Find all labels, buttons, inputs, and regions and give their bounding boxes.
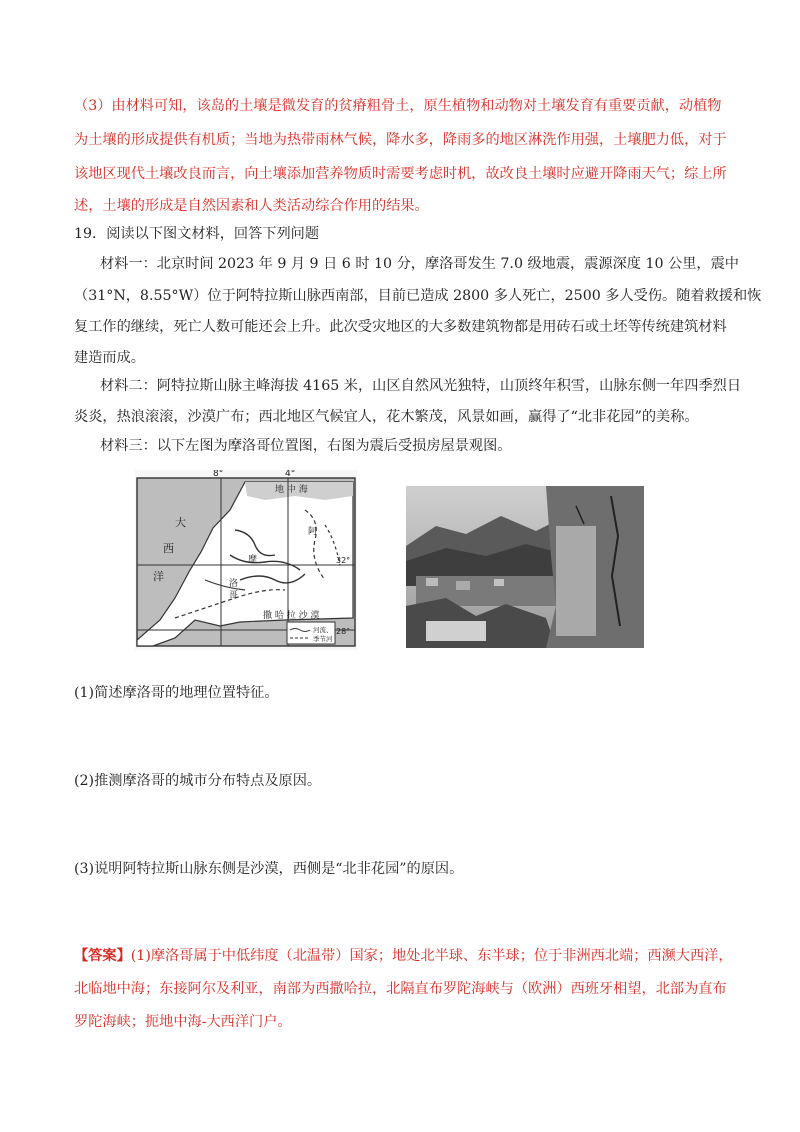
answer-tag: 【答案】	[74, 948, 131, 964]
material-line: 复工作的继续，死亡人数可能还会上升。此次受灾地区的大多数建筑物都是用砖石或土坯等传统建筑材料	[74, 319, 727, 335]
ocean-char: 西	[163, 542, 174, 555]
country-char: 摩	[248, 555, 258, 565]
answer-line: 述，土壤的形成是自然因素和人类活动综合作用的结果。	[74, 198, 429, 214]
sub-question-1: (1)简述摩洛哥的地理位置特征。	[74, 685, 279, 701]
answer-line: 北临地中海；东接阿尔及利亚，南部为西撒哈拉，北隔直布罗陀海峡与（欧洲）西班牙相望，北部为直布	[74, 981, 727, 997]
answer-line	[74, 942, 734, 971]
ocean-char: 洋	[153, 570, 164, 583]
answer-text: (1)摩洛哥属于中低纬度（北温带）国家；地处北半球、东半球；位于非洲西北端；西濒大西洋，	[130, 948, 733, 964]
sea-label: 地 中 海	[275, 485, 308, 495]
lat-label-28: 28°	[336, 627, 351, 636]
sub-question-2: (2)推测摩洛哥的城市分布特点及原因。	[74, 773, 322, 789]
material-line: 炎炎，热浪滚滚，沙漠广布；西北地区气候宜人，花木繁茂，风景如画，赢得了“北非花园”的美称。	[74, 409, 699, 425]
ocean-char: 大	[175, 516, 186, 529]
legend-label: 河流、	[313, 626, 333, 634]
damaged-house-photo	[406, 486, 644, 648]
sub-question-3: (3)说明阿特拉斯山脉东侧是沙漠，西侧是“北非花园”的原因。	[74, 861, 464, 877]
answer-line: （3）由材料可知，该岛的土壤是微发育的贫瘠粗骨土，原生植物和动物对土壤发育有重要贡献，动植物	[74, 98, 722, 114]
country-char: 哥	[229, 591, 239, 601]
material-line: 建造而成。	[74, 350, 145, 366]
material-line: （31°N，8.55°W）位于阿特拉斯山脉西南部，目前已造成 2800 多人死亡，2500 多人受伤。随着救援和恢	[74, 288, 762, 304]
lon-label-4: 4°	[285, 470, 296, 479]
material-line: 材料二：阿特拉斯山脉主峰海拔 4165 米，山区自然风光独特，山顶终年积雪，山脉东侧一年四季烈日	[100, 378, 742, 394]
material-three: 材料三：以下左图为摩洛哥位置图，右图为震后受损房屋景观图。	[100, 438, 512, 454]
morocco-location-map	[135, 470, 357, 650]
lon-label-8: 8°	[213, 470, 224, 479]
answer-line: 该地区现代土壤改良而言，向土壤添加营养物质时需要考虑时机，故改良土壤时应避开降雨天气；综上所	[74, 166, 727, 182]
material-line: 材料一：北京时间 2023 年 9 月 9 日 6 时 10 分，摩洛哥发生 7.0 级地震，震源深度 10 公里，震中	[100, 256, 739, 272]
neighbor-label: 阿	[308, 527, 318, 537]
map-legend	[287, 622, 335, 644]
legend-label: 季节河	[313, 635, 333, 643]
question-heading: 19．阅读以下图文材料，回答下列问题	[74, 226, 320, 242]
answer-line: 为土壤的形成提供有机质；当地为热带雨林气候，降水多，降雨多的地区淋洗作用强，土壤肥力低，对于	[74, 132, 727, 148]
country-char: 洛	[229, 579, 239, 589]
lat-label-32: 32°	[336, 556, 351, 565]
desert-label: 撒 哈 拉 沙 漠	[263, 611, 320, 621]
answer-line: 罗陀海峡；扼地中海-大西洋门户。	[74, 1014, 292, 1030]
